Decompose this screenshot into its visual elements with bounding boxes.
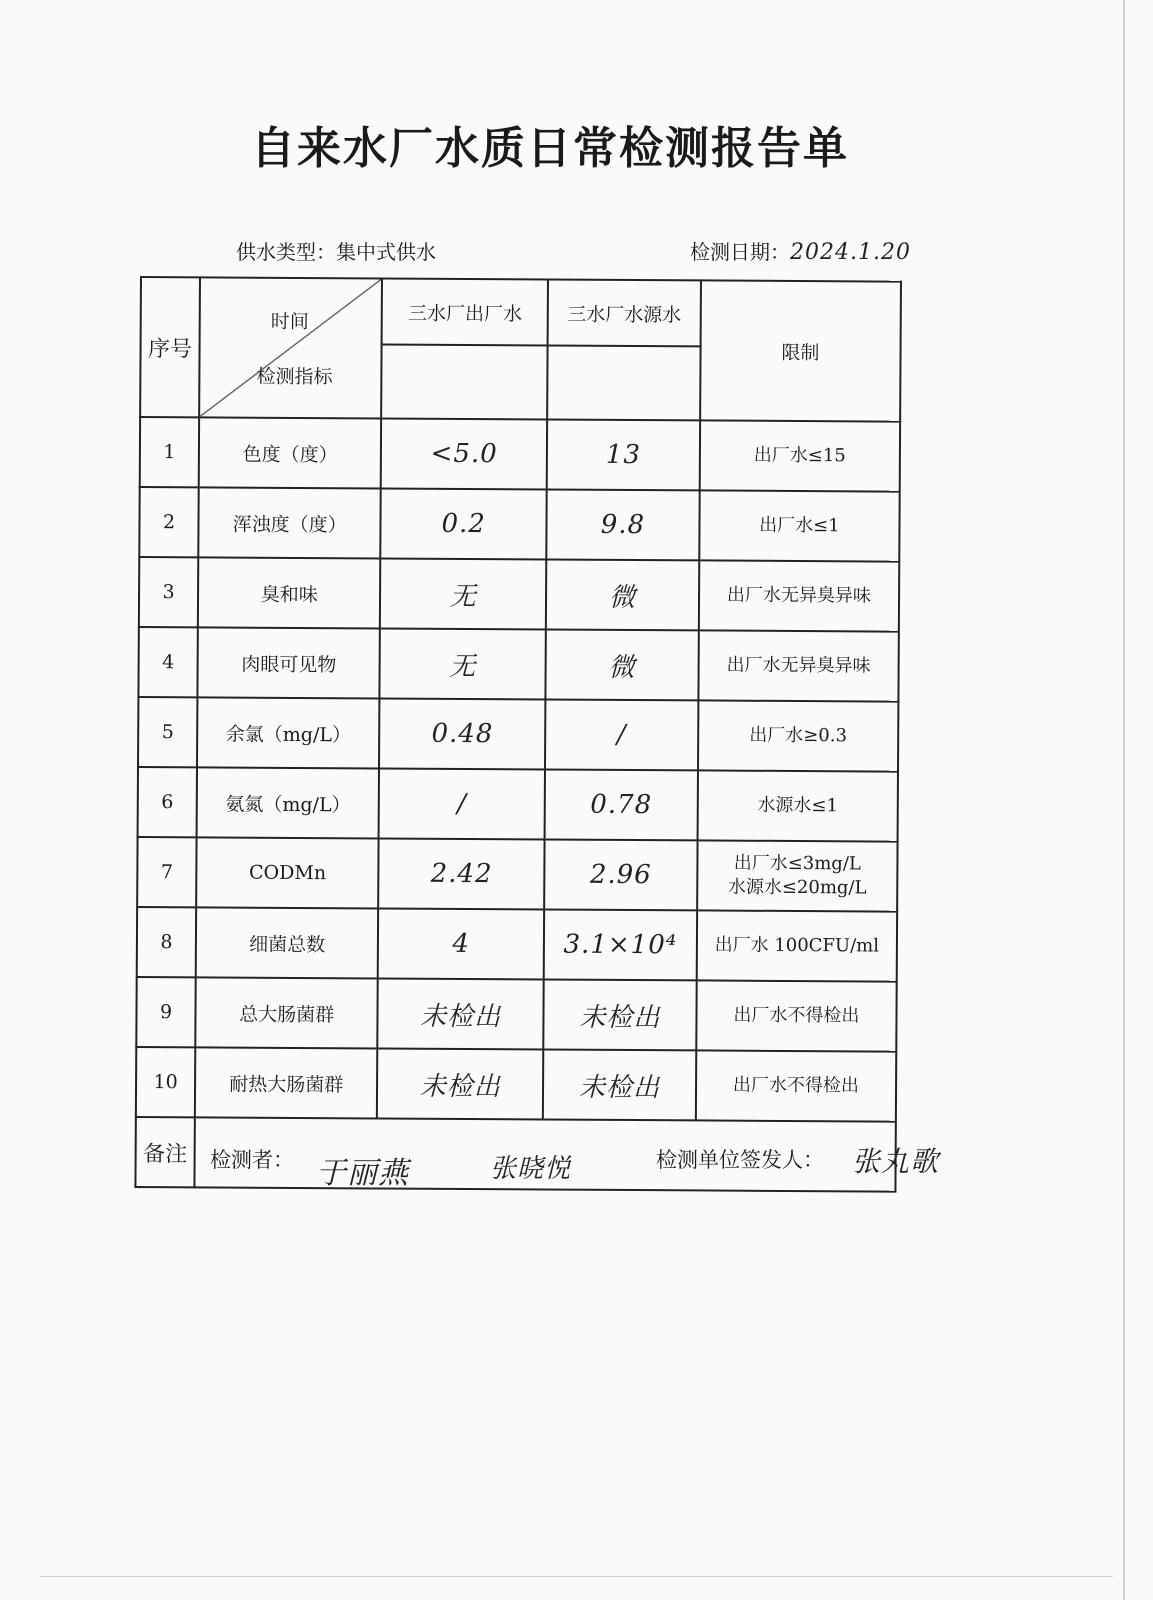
row-item: 臭和味 <box>198 557 381 628</box>
diag-bottom-label: 检测指标 <box>256 365 333 389</box>
row-limit: 出厂水 100CFU/ml <box>697 910 898 981</box>
row-limit-line2: 水源水≤20mg/L <box>727 876 867 899</box>
diagonal-header <box>199 277 382 418</box>
row-limit: 出厂水不得检出 <box>696 980 897 1051</box>
row-limit: 出厂水≥0.3 <box>698 700 899 771</box>
table-row <box>137 837 897 912</box>
row-no: 1 <box>140 417 200 487</box>
seq-header: 序号 <box>140 277 200 417</box>
header-row <box>141 277 901 348</box>
row-value-a: 未检出 <box>378 978 544 1049</box>
table-row <box>136 1047 896 1122</box>
scan-edge <box>1123 0 1125 1600</box>
inspector-signature-1: 于丽燕 <box>316 1156 409 1191</box>
report-table <box>134 276 902 1193</box>
row-value-a: 无 <box>380 558 546 629</box>
row-no: 3 <box>139 557 199 627</box>
inspector-signature-2: 张晓悦 <box>490 1154 572 1184</box>
row-value-b: 0.78 <box>545 769 698 840</box>
row-limit: 出厂水无异臭异味 <box>699 560 900 631</box>
page-title: 自来水厂水质日常检测报告单 <box>251 123 849 174</box>
table-row <box>138 767 898 842</box>
row-value-b: 微 <box>546 559 699 630</box>
row-value-b: 13 <box>547 419 700 490</box>
table-row <box>139 557 899 632</box>
supply-type <box>236 236 436 265</box>
table-row <box>138 697 898 772</box>
row-value-a: 0.48 <box>379 698 545 769</box>
row-limit: 出厂水无异臭异味 <box>698 630 899 701</box>
test-date-value: 2024.1.20 <box>790 240 911 265</box>
table-row <box>138 627 898 702</box>
row-value-a: <5.0 <box>381 418 547 489</box>
row-no: 9 <box>136 977 196 1047</box>
row-value-a: 未检出 <box>377 1048 543 1119</box>
row-no: 2 <box>139 487 199 557</box>
row-no: 4 <box>138 627 198 697</box>
row-no: 10 <box>136 1047 196 1117</box>
row-value-b: 未检出 <box>543 979 696 1050</box>
row-limit: 出厂水不得检出 <box>696 1050 897 1121</box>
test-date-label: 检测日期： <box>690 240 790 264</box>
row-value-a: / <box>379 768 545 839</box>
issuer-label: 检测单位签发人： <box>656 1148 824 1172</box>
row-value-b: 微 <box>546 629 699 700</box>
row-item: CODMn <box>196 837 379 908</box>
row-limit-line1: 出厂水≤3mg/L <box>733 852 861 875</box>
row-value-a: 4 <box>378 908 544 979</box>
remark-label: 备注 <box>135 1117 195 1187</box>
row-value-b: 3.1×10⁴ <box>544 909 697 980</box>
row-no: 5 <box>138 697 198 767</box>
row-limit: 出厂水≤1 <box>699 490 900 561</box>
row-item: 耐热大肠菌群 <box>195 1047 378 1118</box>
row-item: 氨氮（mg/L） <box>197 767 380 838</box>
row-item: 浑浊度（度） <box>198 487 381 558</box>
row-value-b: 2.96 <box>544 839 697 910</box>
scan-bottom-line <box>40 1576 1113 1577</box>
row-item: 细菌总数 <box>196 907 379 978</box>
limit-header: 限制 <box>700 280 901 421</box>
table-row <box>137 907 897 982</box>
table-row <box>139 487 899 562</box>
supply-type-value: 集中式供水 <box>336 240 436 264</box>
table-row <box>136 977 896 1052</box>
row-limit: 出厂水≤15 <box>699 420 900 491</box>
row-value-a: 无 <box>380 628 546 699</box>
row-value-a: 2.42 <box>378 838 544 909</box>
col-b-subheader <box>547 345 700 420</box>
test-date <box>690 236 911 265</box>
table-row <box>140 417 900 492</box>
row-no: 6 <box>138 767 198 837</box>
inspector-label: 检测者： <box>210 1148 294 1172</box>
row-value-b: / <box>545 699 698 770</box>
col-a-subheader <box>381 344 547 419</box>
row-no: 8 <box>137 907 197 977</box>
row-value-a: 0.2 <box>381 488 547 559</box>
row-item: 色度（度） <box>199 417 382 488</box>
row-item: 余氯（mg/L） <box>197 697 380 768</box>
row-item: 总大肠菌群 <box>195 977 378 1048</box>
issuer-signature: 张丸歌 <box>852 1145 940 1178</box>
supply-type-label: 供水类型： <box>236 240 336 264</box>
row-limit <box>697 840 898 911</box>
diag-top-label: 时间 <box>270 310 309 334</box>
row-no: 7 <box>137 837 197 907</box>
col-b-header: 三水厂水源水 <box>548 279 701 346</box>
row-value-b: 未检出 <box>543 1049 696 1120</box>
row-item: 肉眼可见物 <box>198 627 381 698</box>
row-value-b: 9.8 <box>546 489 699 560</box>
col-a-header: 三水厂出厂水 <box>382 278 548 345</box>
row-limit: 水源水≤1 <box>697 770 898 841</box>
